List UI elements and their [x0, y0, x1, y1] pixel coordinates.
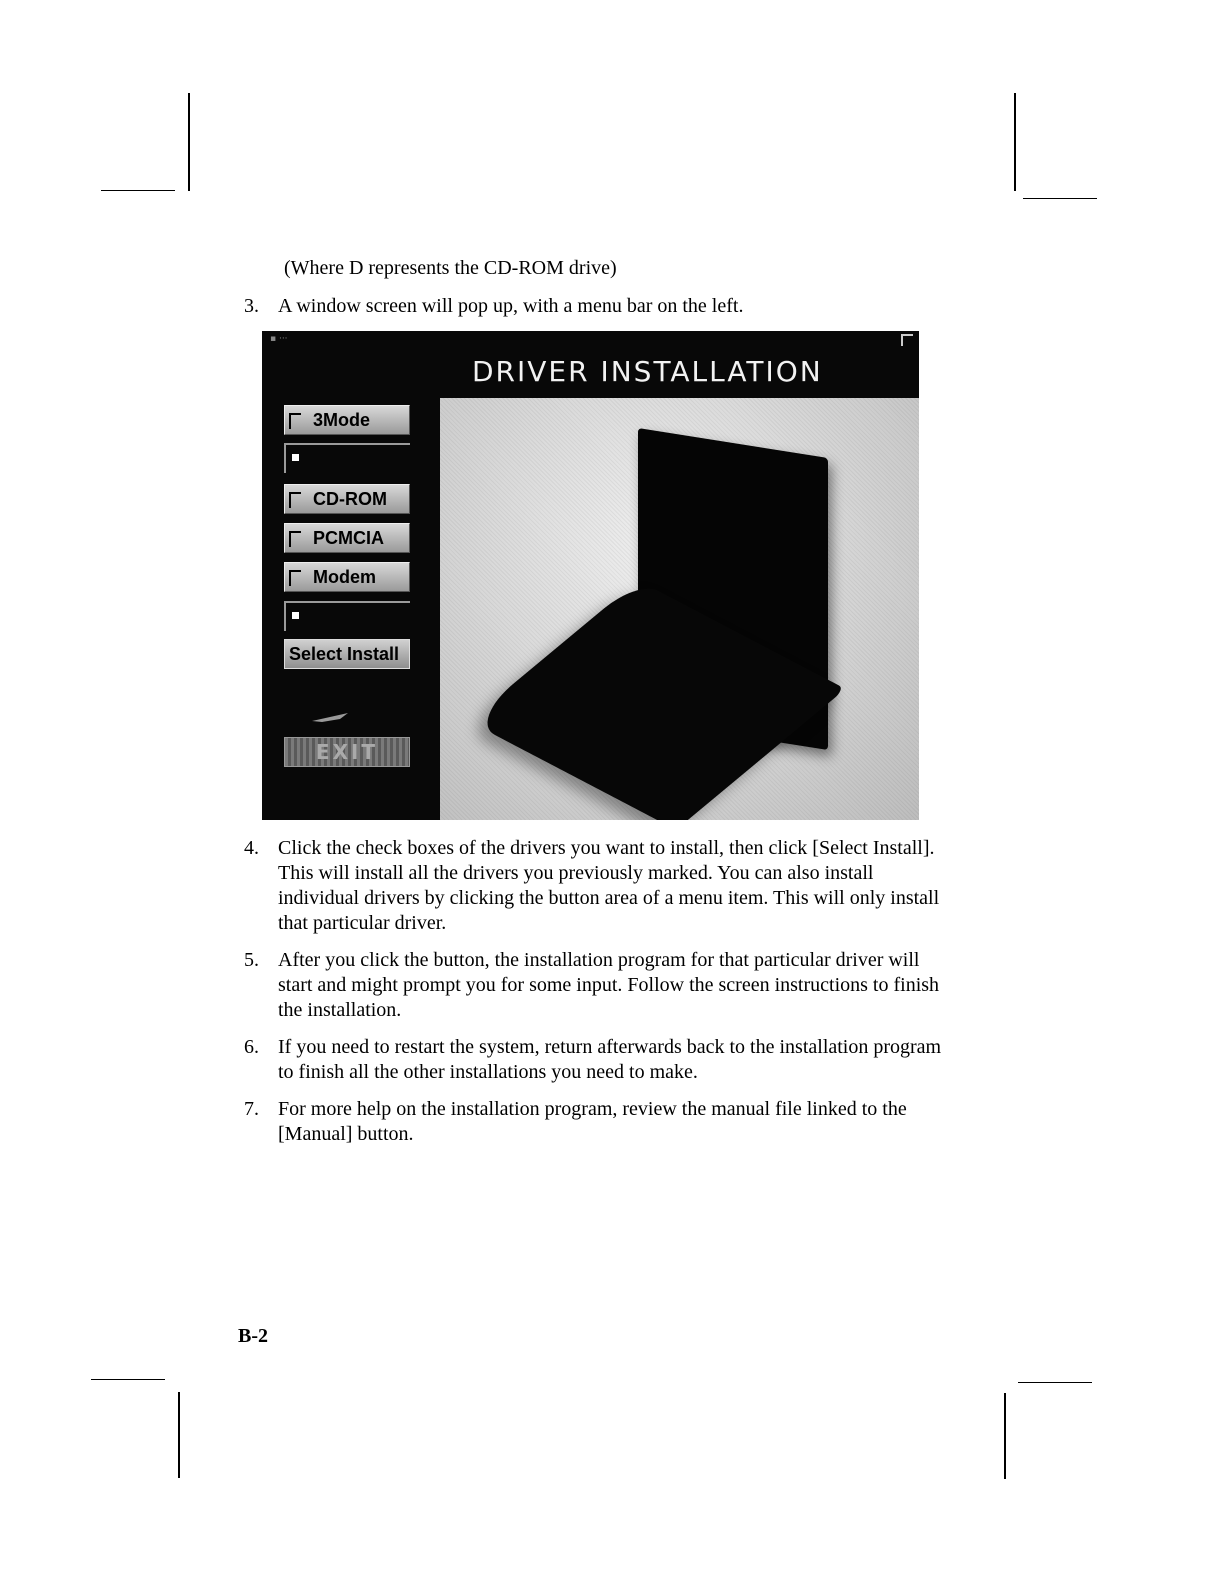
crop-mark-top-left-horizontal — [101, 190, 175, 191]
crop-mark-bottom-right-horizontal — [1018, 1382, 1092, 1383]
menu-item-label: 3Mode — [313, 409, 371, 430]
step-text: After you click the button, the installation program for that particular driver will start and might prompt you for some input. Follow the screen instructions to finish the installation. — [278, 949, 940, 1021]
driver-installation-screenshot — [262, 331, 919, 820]
step-7 — [244, 1097, 944, 1147]
checkbox-icon — [289, 413, 301, 429]
menu-item-label: PCMCIA — [313, 527, 384, 548]
app-title: DRIVER INSTALLATION — [472, 355, 823, 388]
menu-item-label: Modem — [313, 566, 376, 587]
bullet-icon — [292, 612, 299, 619]
crop-mark-top-left-vertical — [188, 93, 190, 191]
step-number: 7. — [244, 1098, 259, 1120]
step-number: 5. — [244, 949, 259, 971]
menu-item-pcmcia — [284, 523, 410, 553]
crop-mark-bottom-right-vertical — [1004, 1393, 1006, 1479]
bullet-icon — [292, 454, 299, 461]
menu-item-3mode — [284, 405, 410, 435]
intro-line: (Where D represents the CD-ROM drive) — [284, 257, 617, 279]
crop-mark-bottom-left-vertical — [178, 1392, 180, 1478]
step-text: A window screen will pop up, with a menu bar on the left. — [278, 295, 744, 317]
step-6 — [244, 1035, 944, 1085]
checkbox-icon — [289, 570, 301, 586]
step-4 — [244, 836, 944, 936]
step-text: For more help on the installation program, review the manual file linked to the [Manual] button. — [278, 1098, 907, 1145]
menu-item-cd-rom — [284, 484, 410, 514]
exit-button: EXIT — [284, 737, 410, 767]
step-number: 6. — [244, 1036, 259, 1058]
airplane-logo-icon — [310, 709, 350, 725]
select-install-button: Select Install — [284, 639, 410, 669]
menu-item-label: CD-ROM — [313, 488, 387, 509]
step-3 — [244, 294, 944, 319]
crop-mark-bottom-left-horizontal — [91, 1379, 165, 1380]
step-text: Click the check boxes of the drivers you want to install, then click [Select Install]. This will install all the drivers you previously marked. You can also install individual drivers by clicking the button area of a menu item. This will only install that particular driver. — [278, 837, 940, 934]
menu-item-modem — [284, 562, 410, 592]
menu-blank-slot — [284, 443, 410, 473]
crop-mark-top-right-vertical — [1014, 93, 1016, 191]
step-number: 4. — [244, 837, 259, 859]
step-text: If you need to restart the system, return afterwards back to the installation program to finish all the other installations you need to make. — [278, 1036, 942, 1083]
crop-mark-top-right-horizontal — [1023, 198, 1097, 199]
window-system-menu-icon: ▪ ··· — [270, 334, 288, 344]
checkbox-icon — [289, 531, 301, 547]
step-number: 3. — [244, 295, 259, 317]
close-icon — [901, 334, 913, 346]
page-number: B-2 — [238, 1325, 268, 1347]
laptop-image-area — [440, 398, 919, 820]
step-5 — [244, 948, 944, 1023]
menu-blank-slot — [284, 601, 410, 631]
checkbox-icon — [289, 492, 301, 508]
